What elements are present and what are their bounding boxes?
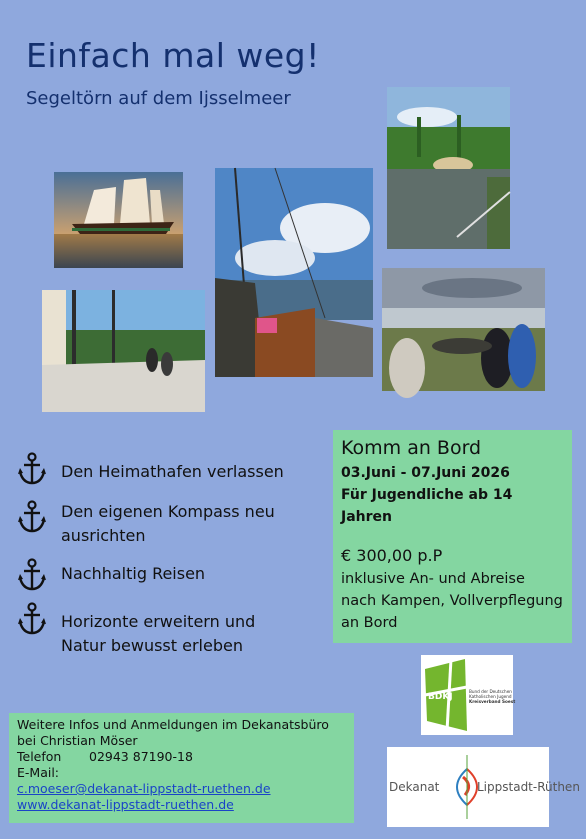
feature-item: [17, 452, 284, 486]
info-box: [333, 430, 572, 643]
feature-item: [17, 602, 301, 658]
info-audience: Für Jugendliche ab 14 Jahren: [341, 487, 513, 525]
feature-item: [17, 500, 311, 548]
info-note: inklusive An- und Abreise nach Kampen, Vollverpflegung an Bord: [341, 571, 563, 631]
on-deck-photo: [215, 168, 373, 377]
email-link[interactable]: c.moeser@dekanat-lippstadt-ruethen.de: [17, 781, 271, 796]
phone-row: [17, 749, 346, 765]
page-subtitle: Segeltörn auf dem Ijsselmeer: [26, 88, 291, 109]
bdkj-line2: Katholischen Jugend: [469, 694, 512, 699]
info-price: € 300,00 p.P: [341, 546, 443, 565]
contact-intro: Weitere Infos und Anmeldungen im Dekanatsbüro bei Christian Möser: [17, 717, 329, 748]
anchor-icon: [17, 602, 47, 636]
anchor-icon: [17, 500, 47, 534]
anchor-icon: [17, 452, 47, 486]
anchor-icon: [17, 558, 47, 592]
bdkj-line3: Kreisverband Soest: [469, 699, 516, 704]
dekanat-logo: [387, 747, 580, 827]
phone-number: 02943 87190-18: [89, 749, 193, 764]
bdkj-logo: [421, 655, 516, 735]
page-title: Einfach mal weg!: [26, 36, 320, 75]
deck-crew-photo: [42, 290, 205, 412]
info-heading: Komm an Bord: [341, 437, 482, 459]
sailing-ship-photo: [54, 172, 183, 268]
phone-label: Telefon: [17, 749, 62, 764]
feature-label: Den Heimathafen verlassen: [61, 462, 284, 481]
info-dates: 03.Juni - 07.Juni 2026: [341, 465, 510, 481]
feature-label: Nachhaltig Reisen: [61, 564, 206, 583]
bdkj-line1: Bund der Deutschen: [469, 689, 512, 694]
bdkj-mark: BDKJ: [428, 692, 453, 702]
dekanat-right-text: Lippstadt-Rüthen: [477, 780, 580, 794]
feature-item: [17, 558, 205, 592]
contact-box: [9, 713, 354, 823]
email-label: E-Mail:: [17, 765, 60, 780]
website-link[interactable]: www.dekanat-lippstadt-ruethen.de: [17, 797, 234, 812]
feature-label: Horizonte erweitern und Natur bewusst erleben: [61, 612, 256, 655]
feature-label: Den eigenen Kompass neu ausrichten: [61, 502, 275, 545]
group-shore-photo: [382, 268, 545, 391]
dekanat-left-text: Dekanat: [389, 780, 440, 794]
lake-beach-photo: [387, 87, 510, 249]
